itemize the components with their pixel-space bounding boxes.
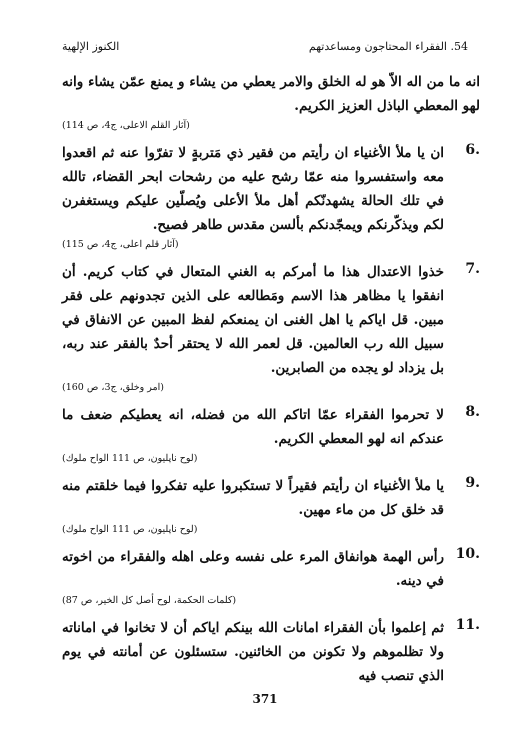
- entry-source: (امر وخلق، ج3، ص 160): [62, 382, 164, 393]
- entry-text: خذوا الاعتدال هذا ما أمركم به الغني المتعال في كتاب كريم. أن انفقوا يا مظاهر هذا الاسم ومَطالعه على الذين تجدونهم على فقر مبين. قل اياكم يا اهل الغنى ان يمنعكم لفظ المبين عن الانفاق في سبيل الله رب العالمين. قل لعمر الله لا يحتقر أحدٌ بالفقر عند ربه، بل يزداد لو يجده من الصابرين.: [62, 264, 444, 376]
- entry-text: انه ما من اله الاّ هو له الخلق والامر يعطي من يشاء و يمنع عمّن يشاء وانه لهو المعطي الباذل العزيز الكريم.: [62, 74, 480, 114]
- list-item: [62, 545, 480, 606]
- section-number: 54.: [450, 40, 468, 53]
- list-item: [62, 70, 480, 131]
- entry-source: (لوح ناپلیون، ص 111 الواح ملوك): [62, 524, 198, 535]
- entry-number: 10.: [455, 546, 480, 562]
- section-heading: [309, 40, 468, 53]
- entry-number: 9.: [465, 475, 480, 491]
- entry-number: 8.: [465, 404, 480, 420]
- running-header: [62, 40, 468, 60]
- entry-text: لا تحرموا الفقراء عمّا اتاكم الله من فضله، انه يعطيكم ضعف ما عندكم انه لهو المعطي الكريم.: [62, 407, 444, 447]
- entry-text: ان يا ملأ الأغنياء ان رأيتم من فقير ذي مَتربةٍ لا تفرّوا عنه ثم اقعدوا معه واستفسروا منه عمّا رشح عليه من رشحات ابحر القضاء، تالله في تلك الحالة يشهدنّكم أهل ملأ الأعلى ويُصلّين عليكم ويستغفرن لكم ويذكّرنكم ويمجّدنكم بألسن مقدس طاهر فصيح.: [62, 145, 444, 233]
- entry-number: 6.: [465, 142, 480, 158]
- entry-number: 7.: [465, 261, 480, 277]
- page-number: 371: [252, 692, 278, 706]
- list-item: [62, 260, 480, 393]
- list-item: [62, 403, 480, 464]
- body-content: [62, 70, 480, 697]
- entry-source: (آثار قلم اعلى، ج4، ص 115): [62, 239, 179, 250]
- entry-source: (لوح ناپلیون، ص 111 الواح ملوك): [62, 453, 198, 464]
- entry-text: رأس الهمة هوانفاق المرء على نفسه وعلى اهله والفقراء من اخوته في دينه.: [62, 549, 444, 589]
- section-title: الفقراء المحتاجون ومساعدتهم: [308, 40, 447, 53]
- entry-source: (آثار القلم الاعلى، ج4، ص 114): [62, 120, 190, 131]
- entry-number: 11.: [455, 617, 480, 633]
- list-item: [62, 616, 480, 688]
- entry-source: (كلمات الحكمة، لوح أصل كل الخير، ص 87): [62, 595, 237, 606]
- entry-text: يا ملأ الأغنياء ان رأيتم فقيراً لا تستكبروا عليه تفكروا فيما خلقتم منه قد خلق كل من ماء مهين.: [62, 478, 444, 518]
- list-item: [62, 474, 480, 535]
- entry-text: ثم إعلموا بأن الفقراء امانات الله بينكم اياكم أن لا تخانوا في اماناته ولا تظلموهم ولا تكونن من الخائنين. ستسئلون عن أمانته في يوم الذي تنصب فيه: [62, 620, 444, 684]
- book-title: الكنوز الإلهية: [62, 40, 120, 53]
- list-item: [62, 141, 480, 250]
